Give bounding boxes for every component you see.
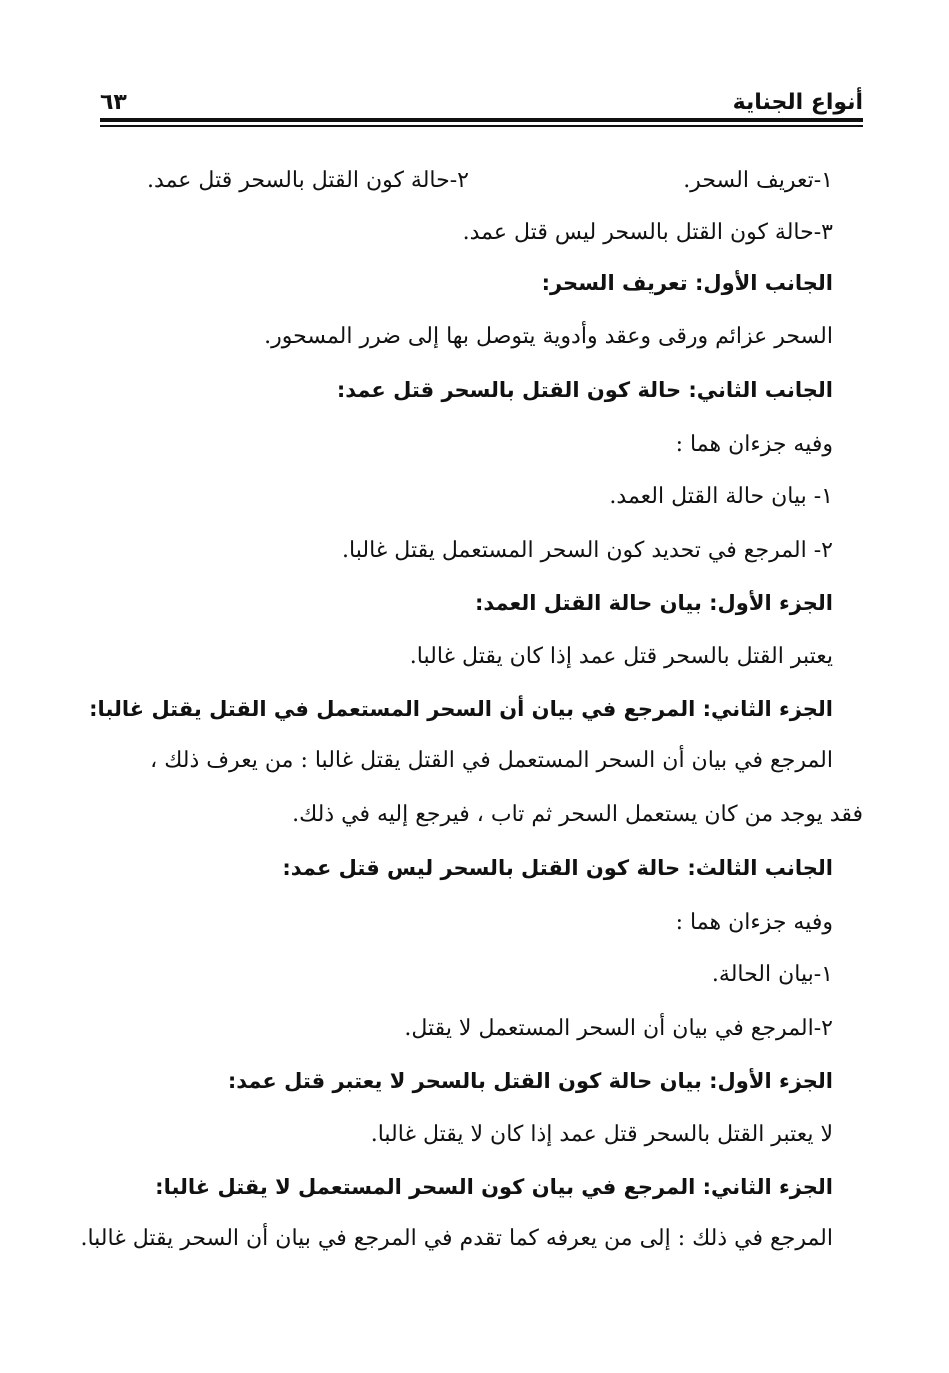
chapter-title: أنواع الجناية — [732, 90, 863, 115]
subsection-heading-2: الجزء الثاني: المرجع في بيان أن السحر المستعمل في القتل يقتل غالبا: — [89, 697, 833, 721]
paragraph-definition: السحر عزائم ورقى وعقد وأدوية يتوصل بها إلى ضرر المسحور. — [264, 324, 833, 349]
header-rule-thin — [100, 125, 863, 127]
list-item-1: ١-تعريف السحر. — [683, 168, 833, 193]
page-number: ٦٣ — [100, 90, 127, 115]
list-item-part-4: ٢-المرجع في بيان أن السحر المستعمل لا يقتل. — [404, 1016, 833, 1041]
subsection-heading-1: الجزء الأول: بيان حالة القتل العمد: — [474, 591, 833, 615]
section-heading-3: الجانب الثالث: حالة كون القتل بالسحر ليس قتل عمد: — [282, 856, 833, 880]
list-item-part-1: ١- بيان حالة القتل العمد. — [609, 484, 833, 509]
header-rule-thick — [100, 118, 863, 122]
paragraph-reference-line-2: فقد يوجد من كان يستعمل السحر ثم تاب ، فيرجع إليه في ذلك. — [292, 802, 863, 827]
subsection-heading-4: الجزء الثاني: المرجع في بيان كون السحر المستعمل لا يقتل غالبا: — [155, 1175, 833, 1199]
paragraph-intentional: يعتبر القتل بالسحر قتل عمد إذا كان يقتل غالبا. — [409, 644, 833, 669]
list-item-2: ٢-حالة كون القتل بالسحر قتل عمد. — [147, 168, 469, 193]
paragraph-reference-line-1: المرجع في بيان أن السحر المستعمل في القتل يقتل غالبا : من يعرف ذلك ، — [150, 748, 833, 773]
section-heading-2: الجانب الثاني: حالة كون القتل بالسحر قتل عمد: — [336, 378, 833, 402]
subsection-heading-3: الجزء الأول: بيان حالة كون القتل بالسحر لا يعتبر قتل عمد: — [227, 1069, 833, 1093]
paragraph-parts-intro-2: وفيه جزءان هما : — [675, 910, 833, 935]
paragraph-not-intentional: لا يعتبر القتل بالسحر قتل عمد إذا كان لا يقتل غالبا. — [370, 1122, 833, 1147]
section-heading-1: الجانب الأول: تعريف السحر: — [541, 271, 833, 295]
paragraph-final-reference: المرجع في ذلك : إلى من يعرفه كما تقدم في المرجع في بيان أن السحر يقتل غالبا. — [80, 1226, 833, 1251]
list-item-part-2: ٢- المرجع في تحديد كون السحر المستعمل يقتل غالبا. — [342, 538, 833, 563]
list-item-3: ٣-حالة كون القتل بالسحر ليس قتل عمد. — [462, 220, 833, 245]
paragraph-parts-intro-1: وفيه جزءان هما : — [675, 432, 833, 457]
list-item-part-3: ١-بيان الحالة. — [711, 962, 833, 987]
running-header — [100, 86, 863, 120]
